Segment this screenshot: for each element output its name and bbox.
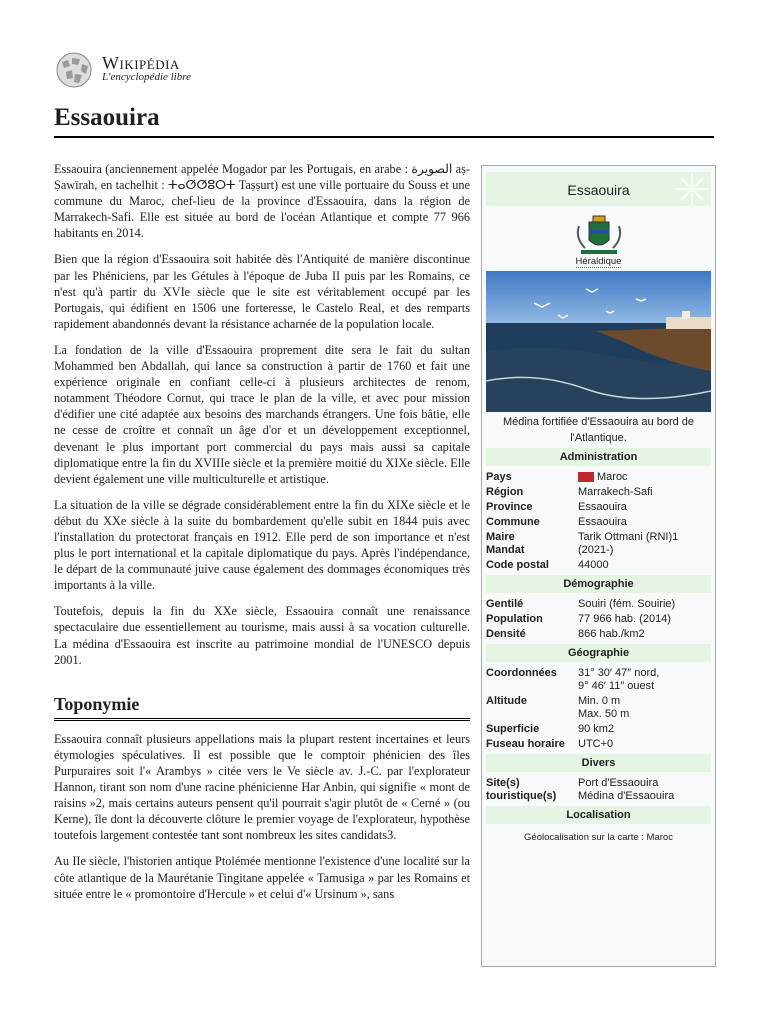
table-demographie — [486, 597, 711, 642]
infobox-row-value[interactable]: Essaouira — [578, 501, 627, 513]
infobox-row — [486, 694, 711, 722]
infobox-row — [486, 530, 711, 558]
coat-of-arms-icon[interactable] — [573, 212, 625, 256]
infobox-title: Essaouira — [567, 182, 630, 198]
morocco-flag-icon — [578, 472, 594, 482]
infobox-row — [486, 485, 711, 500]
infobox-row-label: Densité — [486, 628, 526, 640]
title-divider — [54, 136, 714, 138]
geolocation-caption[interactable]: Géolocalisation sur la carte : Maroc — [524, 832, 673, 843]
page-title: Essaouira — [54, 104, 160, 131]
infobox-row-value[interactable]: UTC+0 — [578, 738, 614, 750]
infobox-row-value[interactable]: Marrakech-Safi — [578, 486, 653, 498]
table-geographie — [486, 666, 711, 752]
infobox-row-value[interactable]: Souiri (fém. Souirie) — [578, 598, 676, 610]
essaouira-photo[interactable] — [486, 271, 711, 412]
wikipedia-logo[interactable] — [54, 50, 254, 90]
wikipedia-globe-icon — [54, 52, 94, 88]
infobox-row-label: Maire Mandat — [486, 531, 525, 556]
infobox — [481, 165, 716, 967]
paragraph-toponymie-2: Au IIe siècle, l'historien antique Ptolémée mentionne l'existence d'une localité sur la côte atlantique de la Maurétanie Tingitane appelée « Tamusiga » par les Romains et située entre le « promontoire d'Hercule » et celui d'« Ursinum », sans — [54, 854, 470, 901]
paragraph-history-4: Toutefois, depuis la fin du XXe siècle, Essaouira connaît une renaissance spectaculaire due essentiellement au tourisme, mais aussi à sa vocation culturelle. La médina d'Essaouira est inscrite au patrimoine mondial de l'UNESCO depuis 2001. — [54, 604, 470, 667]
infobox-row — [486, 737, 711, 752]
paragraph-intro: Essaouira (anciennement appelée Mogador par les Portugais, en arabe : الصويرة aṣ-Ṣawīrah, en tachelhit : ⵜⴰⵚⵚⵓⵔⵜ Taṣṣurt) est une ville portuaire du Souss et une commune du Maroc, chef-lieu de la province d'Essaouira, dans la région de Marrakech-Safi. Elle est située au bord de l'océan Atlantique et compte 77 966 habitants en 2014. — [54, 162, 470, 241]
table-administration — [486, 470, 711, 573]
infobox-row-value[interactable]: 90 km2 — [578, 723, 615, 735]
decor-burst-icon — [675, 172, 709, 206]
section-administration: Administration — [486, 448, 711, 466]
section-demographie: Démographie — [486, 575, 711, 593]
infobox-row — [486, 470, 711, 485]
infobox-row-value[interactable]: 866 hab./km2 — [578, 628, 645, 640]
infobox-row-value[interactable]: Maroc — [578, 470, 711, 485]
section-localisation: Localisation — [486, 806, 711, 824]
infobox-row-value[interactable]: 31° 30′ 47″ nord, 9° 46′ 11″ ouest — [578, 667, 660, 692]
infobox-row — [486, 558, 711, 573]
infobox-row-label: Superficie — [486, 723, 540, 735]
infobox-row — [486, 722, 711, 737]
photo-caption: Médina fortifiée d'Essaouira au bord de l'Atlantique. — [502, 416, 695, 444]
infobox-row-label: Fuseau horaire — [486, 738, 565, 750]
paragraph-history-3: La situation de la ville se dégrade considérablement entre la fin du XIXe siècle et le début du XXe siècle à la suite du bombardement qu'elle subit en 1844 puis avec l'installation du protectorat français en 1912. Elle perd de son importance et n'est plus le port international et la capitale diplomatique du pays. Après l'indépendance, le départ de la communauté juive cause également des dommages économiques très importants à la ville. — [54, 497, 470, 593]
infobox-row-value[interactable]: 77 966 hab. (2014) — [578, 613, 671, 625]
infobox-row — [486, 666, 711, 694]
section-geographie: Géographie — [486, 644, 711, 662]
infobox-row — [486, 627, 711, 642]
infobox-row — [486, 597, 711, 612]
infobox-row-label: Site(s) touristique(s) — [486, 777, 557, 802]
infobox-row-label: Pays — [486, 471, 512, 483]
infobox-row — [486, 776, 711, 804]
section-divers: Divers — [486, 754, 711, 772]
infobox-row-label: Gentilé — [486, 598, 524, 610]
infobox-row-label: Commune — [486, 516, 540, 528]
paragraph-history-2: La fondation de la ville d'Essaouira proprement dite sera le fait du sultan Mohammed ben Abdallah, qui lance sa construction à partir de 1760 et fait une expérience originale en confiant celle-ci à plusieurs architectes de renom, notamment Théodore Cornut, qui trace le plan de la ville, et avec pour mission d'édifier une cité adaptée aux besoins des marchands étrangers. Une fois bâtie, elle ne cesse de croître et connaît un âge d'or et un développement exceptionnel, devenant le plus important port commercial du pays mais aussi sa capitale diplomatique entre la fin du XVIIIe siècle et la première moitié du XIXe siècle. Elle devient également une ville multiculturelle et artistique. — [54, 342, 470, 486]
paragraph-history-1: Bien que la région d'Essaouira soit habitée dès l'Antiquité de manière discontinue par les Phéniciens, par les Gétules à l'époque de Juba II puis par les Romains, ce n'est qu'à partir du XVIe siècle que le site est véritablement occupé par les Portugais, qui édifient en 1506 une forteresse, le Castelo Real, et des remparts rapidement abandonnés devant la résistance acharnée de la population locale. — [54, 252, 470, 331]
section-heading-toponymie: Toponymie — [54, 696, 470, 721]
article-body — [54, 161, 470, 912]
table-divers — [486, 776, 711, 804]
infobox-row-label: Province — [486, 501, 533, 513]
infobox-row-label: Coordonnées — [486, 667, 557, 679]
infobox-row — [486, 500, 711, 515]
infobox-row-label: Population — [486, 613, 543, 625]
infobox-row-value[interactable]: Port d'Essaouira Médina d'Essaouira — [578, 777, 675, 802]
infobox-row-label: Région — [486, 486, 524, 498]
site-tagline: L'encyclopédie libre — [102, 71, 191, 83]
paragraph-toponymie-1: Essaouira connaît plusieurs appellations mais la plupart restent incertaines et leurs étymologies spéculatives. Il est possible que le comptoir phénicien des îles Purpuraires soit l'« Arambys » citée vers le Ve siècle av. J.-C. par l'explorateur Hannon, tirant son nom d'une racine phénicienne Har Anbin, qui signifie « mont de raisins »2, mais certains auteurs pensent qu'il pourrait s'agir plutôt de « Cerné » (ou Kerne), île dont la découverte clôture le premier voyage de l'explorateur, hypothèse toutefois largement contestée tant sont nombreux les sites candidats3. — [54, 731, 470, 843]
infobox-row-label: Altitude — [486, 695, 527, 707]
infobox-row — [486, 515, 711, 530]
infobox-row-value[interactable]: Tarik Ottmani (RNI)1 (2021-) — [578, 531, 679, 556]
infobox-row-value[interactable]: Min. 0 m Max. 50 m — [578, 695, 630, 720]
infobox-header — [486, 172, 711, 206]
infobox-row-value[interactable]: Essaouira — [578, 516, 627, 528]
site-name: Wikipédia — [102, 53, 180, 73]
infobox-row — [486, 612, 711, 627]
coat-of-arms-caption[interactable]: Héraldique — [575, 256, 622, 267]
infobox-row-label: Code postal — [486, 559, 549, 571]
infobox-row-value[interactable]: 44000 — [578, 559, 609, 571]
